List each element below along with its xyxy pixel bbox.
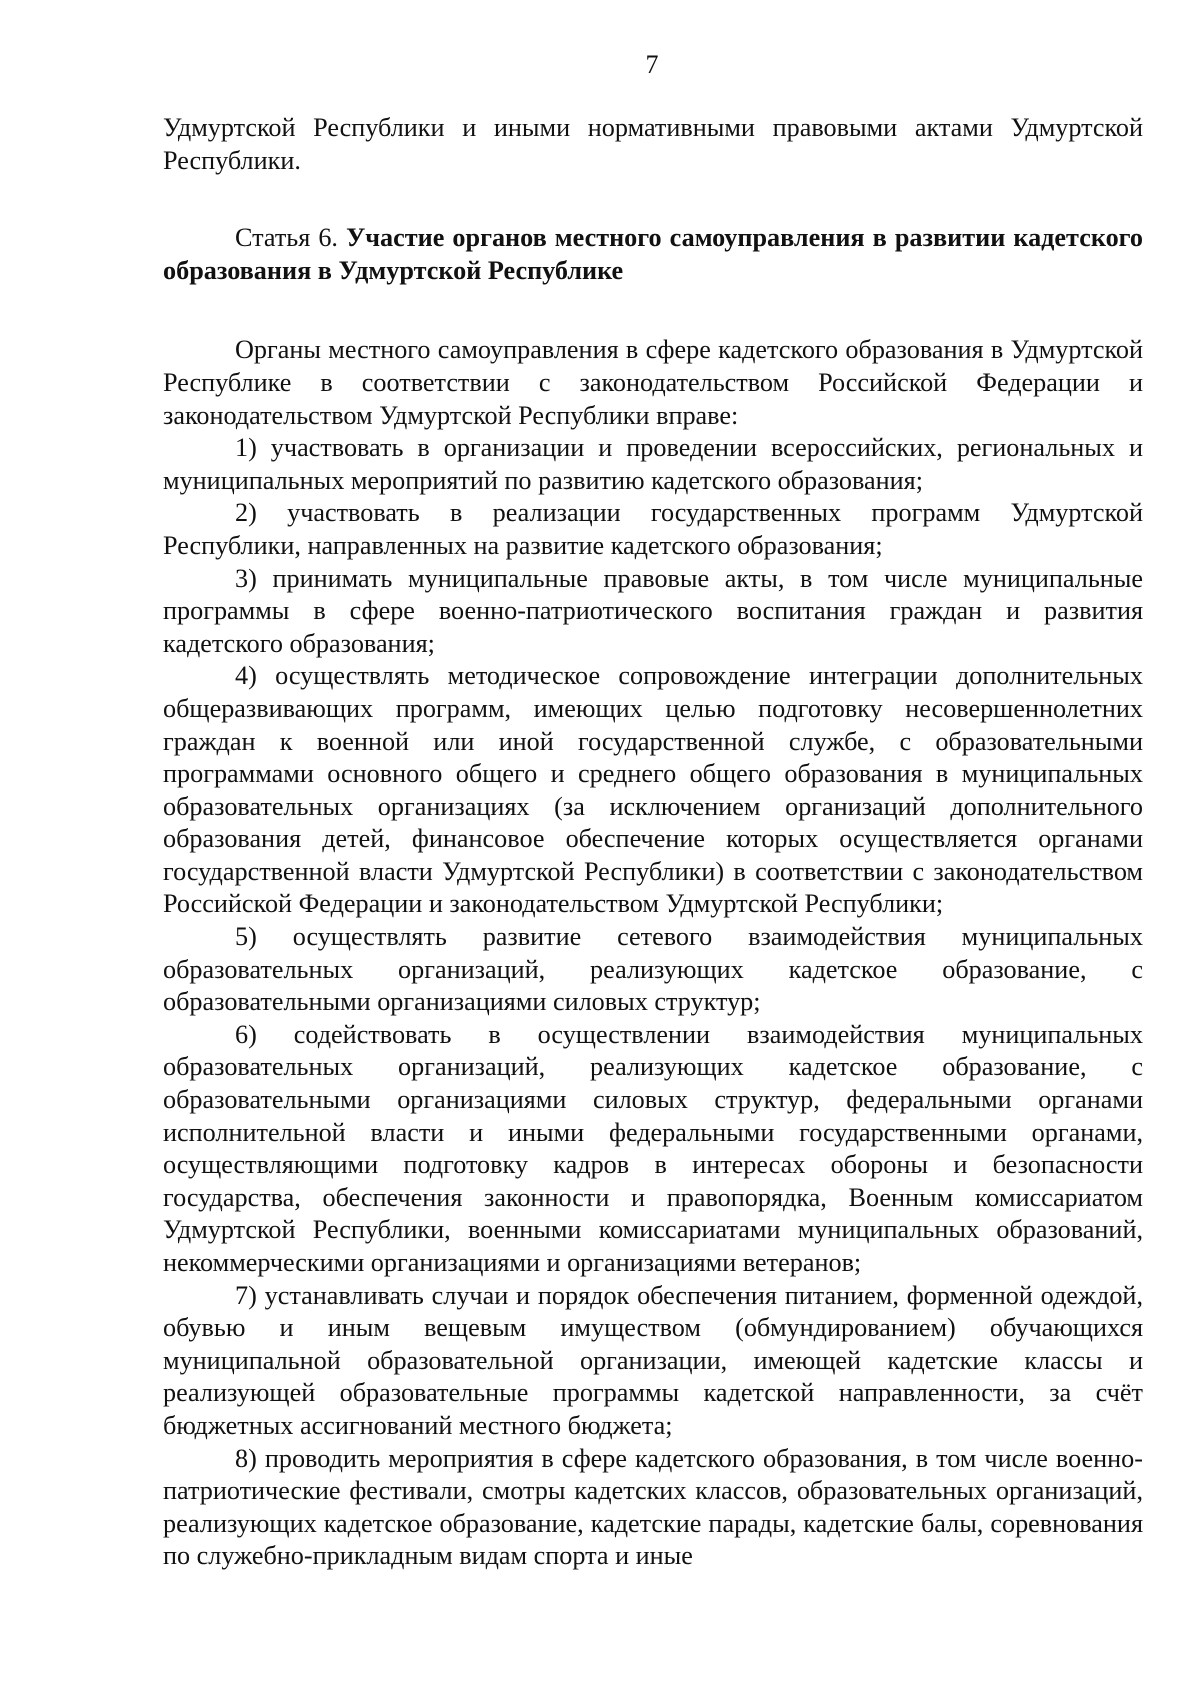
intro-paragraph: Органы местного самоуправления в сфере кадетского образования в Удмуртской Республике в соответствии с законодательством Российской Федерации и законодательством Удмуртской Республики вправе: [163, 335, 1143, 430]
article-label: Статья 6. [235, 223, 338, 253]
list-item-8: 8) проводить мероприятия в сфере кадетского образования, в том числе военно-патриотические фестивали, смотры кадетских классов, образовательных организаций, реализующих кадетское образование, кадетские парады, кадетские балы, соревнования по служебно-прикладным видам спорта и иные [163, 1443, 1143, 1571]
document-body [163, 112, 1143, 1573]
list-item-6: 6) содействовать в осуществлении взаимодействия муниципальных образовательных организаций, реализующих кадетское образование, с образовательными организациями силовых структур, федеральными органами исполнительной власти и иными федеральными государственными органами, осуществляющими подготовку кадров в интересах обороны и безопасности государства, обеспечения законности и правопорядка, Военным комиссариатом Удмуртской Республики, военными комиссариатами муниципальных образований, некоммерческими организациями и организациями ветеранов; [163, 1019, 1143, 1277]
article-title: Участие органов местного самоуправления в развитии кадетского образования в Удмуртской Республике [163, 223, 1144, 285]
page-number: 7 [645, 50, 659, 79]
opening-paragraph: Удмуртской Республики и иными нормативными правовыми актами Удмуртской Республики. [163, 113, 1143, 175]
article-heading [163, 222, 1143, 287]
list-item-4: 4) осуществлять методическое сопровождение интеграции дополнительных общеразвивающих программ, имеющих целью подготовку несовершеннолетних граждан к военной или иной государственной службе, с образовательными программами основного общего и среднего общего образования в муниципальных образовательных организациях (за исключением организаций дополнительного образования детей, финансовое обеспечение которых осуществляется органами государственной власти Удмуртской Республики) в соответствии с законодательством Российской Федерации и законодательством Удмуртской Республики; [163, 661, 1143, 919]
list-item-3: 3) принимать муниципальные правовые акты, в том числе муниципальные программы в сфере военно-патриотического воспитания граждан и развития кадетского образования; [163, 563, 1143, 658]
list-item-1: 1) участвовать в организации и проведении всероссийских, региональных и муниципальных мероприятий по развитию кадетского образования; [163, 433, 1143, 495]
list-item-7: 7) устанавливать случаи и порядок обеспечения питанием, форменной одеждой, обувью и иным вещевым имуществом (обмундированием) обучающихся муниципальной образовательной организации, имеющей кадетские классы и реализующей образовательные программы кадетской направленности, за счёт бюджетных ассигнований местного бюджета; [163, 1280, 1143, 1440]
list-item-2: 2) участвовать в реализации государственных программ Удмуртской Республики, направленных на развитие кадетского образования; [163, 498, 1143, 560]
list-item-5: 5) осуществлять развитие сетевого взаимодействия муниципальных образовательных организаций, реализующих кадетское образование, с образовательными организациями силовых структур; [163, 922, 1143, 1017]
